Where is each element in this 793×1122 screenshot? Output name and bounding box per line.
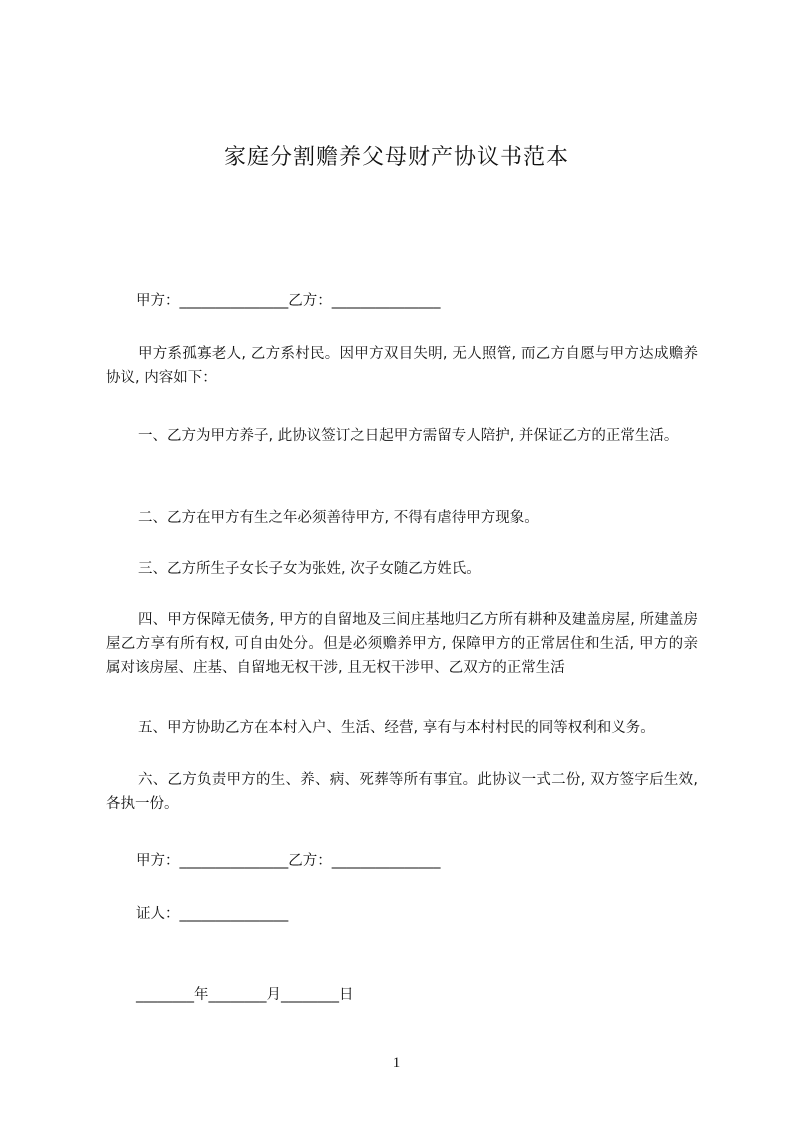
date-line: ________年________月________日: [136, 987, 354, 1003]
clause-4: 四、甲方保障无债务, 甲方的自留地及三间庄基地归乙方所有耕种及建盖房屋, 所建盖房屋乙方享有所有权, 可自由处分。但是必须赡养甲方, 保障甲方的正常居住和生活, 甲方的亲属对该房屋、庄基、自留地无权干涉, 且无权干涉甲、乙双方的正常生活: [106, 612, 698, 676]
clause-6: 六、乙方负责甲方的生、养、病、死葬等所有事宜。此协议一式二份, 双方签字后生效, 各执一份。: [106, 772, 698, 812]
page-number: 1: [392, 1055, 401, 1071]
parties-line: 甲方：_______________乙方：_______________: [136, 293, 441, 309]
clause-3: 三、乙方所生子女长子女为张姓, 次子女随乙方姓氏。: [138, 561, 481, 577]
clause-2: 二、乙方在甲方有生之年必须善待甲方, 不得有虐待甲方现象。: [138, 510, 539, 526]
witness-line: 证人：_______________: [136, 906, 289, 922]
intro-paragraph: 甲方系孤寡老人, 乙方系村民。因甲方双目失明, 无人照管, 而乙方自愿与甲方达成赡养协议, 内容如下：: [106, 346, 698, 386]
signature-parties-line: 甲方：_______________乙方：_______________: [136, 853, 441, 869]
document-title: 家庭分割赡养父母财产协议书范本: [223, 145, 569, 170]
clause-1: 一、乙方为甲方养子, 此协议签订之日起甲方需留专人陪护, 并保证乙方的正常生活。: [138, 428, 679, 444]
clause-5: 五、甲方协助乙方在本村入户、生活、经营, 享有与本村村民的同等权利和义务。: [138, 720, 655, 736]
